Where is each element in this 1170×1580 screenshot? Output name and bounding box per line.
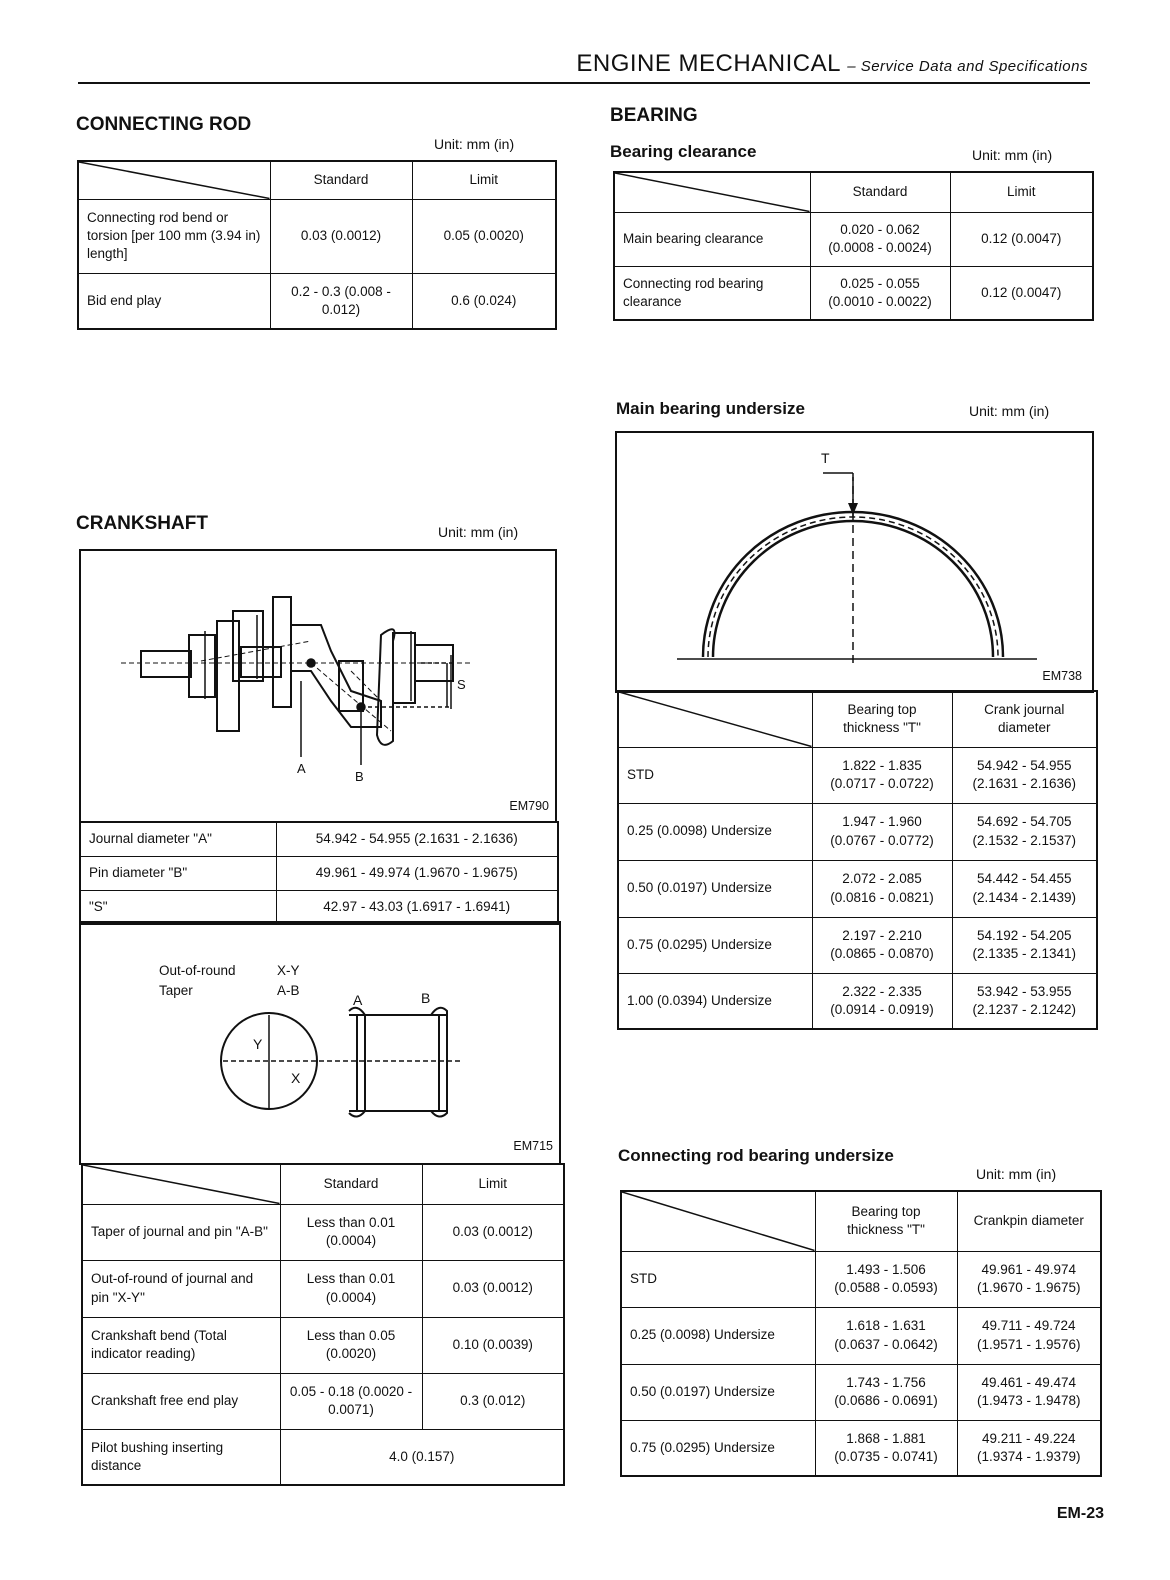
main-undersize-table (617, 690, 1098, 1030)
dim-value: 54.942 - 54.955 (2.1631 - 2.1636) (276, 822, 558, 856)
row-standard: Less than 0.05 (0.0020) (280, 1317, 422, 1373)
row-diameter: 54.942 - 54.955 (2.1631 - 2.1636) (952, 747, 1097, 803)
dim-value: 42.97 - 43.03 (1.6917 - 1.6941) (276, 890, 558, 924)
table-row (618, 973, 1097, 1029)
table-row (621, 1251, 1101, 1307)
fig3-label-t: T (821, 450, 830, 466)
table-row (618, 747, 1097, 803)
col-diameter: Crankpin diameter (957, 1191, 1101, 1251)
table-row (82, 1429, 564, 1485)
pilot-item: Pilot bushing inserting distance (82, 1429, 280, 1485)
row-standard: 0.025 - 0.055 (0.0010 - 0.0022) (810, 266, 950, 320)
row-standard: Less than 0.01 (0.0004) (280, 1260, 422, 1317)
table-row (621, 1307, 1101, 1364)
table-row (78, 199, 556, 273)
col-standard: Standard (810, 172, 950, 212)
crankshaft-dims-table (79, 821, 559, 925)
row-limit: 0.03 (0.0012) (422, 1260, 564, 1317)
col-standard: Standard (270, 161, 412, 199)
row-limit: 0.05 (0.0020) (412, 199, 556, 273)
row-limit: 0.3 (0.012) (422, 1373, 564, 1429)
row-item: STD (618, 747, 812, 803)
row-limit: 0.12 (0.0047) (950, 266, 1093, 320)
table-corner (621, 1191, 815, 1251)
page-header (576, 50, 1088, 78)
row-thickness: 1.493 - 1.506 (0.0588 - 0.0593) (815, 1251, 957, 1307)
table-corner (78, 161, 270, 199)
col-standard: Standard (280, 1164, 422, 1204)
row-limit: 0.10 (0.0039) (422, 1317, 564, 1373)
fig2-label-y: Y (253, 1036, 263, 1052)
fig2-code: EM715 (513, 1139, 553, 1153)
main-bearing-drawing (617, 433, 1092, 691)
table-row (621, 1364, 1101, 1420)
crankshaft-unit: Unit: mm (in) (438, 524, 519, 540)
row-thickness: 1.618 - 1.631 (0.0637 - 0.0642) (815, 1307, 957, 1364)
row-item: 0.75 (0.0295) Undersize (618, 917, 812, 973)
row-diameter: 54.192 - 54.205 (2.1335 - 2.1341) (952, 917, 1097, 973)
col-thickness: Bearing top thickness "T" (812, 691, 952, 747)
connecting-rod-title: CONNECTING ROD (76, 114, 252, 135)
row-item: 0.25 (0.0098) Undersize (618, 803, 812, 860)
row-limit: 0.6 (0.024) (412, 273, 556, 329)
fig2-out-of-round: Out-of-round (159, 963, 236, 978)
fig2-label-b: B (421, 990, 431, 1006)
table-row (621, 1420, 1101, 1476)
table-row (614, 212, 1093, 266)
row-item: Bid end play (78, 273, 270, 329)
row-limit: 0.12 (0.0047) (950, 212, 1093, 266)
main-undersize-title: Main bearing undersize (616, 399, 805, 418)
fig2-label-a: A (353, 992, 363, 1008)
main-bearing-figure (615, 431, 1094, 693)
table-row (80, 890, 558, 924)
fig1-label-b: B (355, 769, 364, 784)
main-undersize-unit: Unit: mm (in) (969, 403, 1050, 419)
row-item: 1.00 (0.0394) Undersize (618, 973, 812, 1029)
table-corner (614, 172, 810, 212)
connecting-rod-table (77, 160, 557, 330)
row-item: Crankshaft free end play (82, 1373, 280, 1429)
row-item: Crankshaft bend (Total indicator reading) (82, 1317, 280, 1373)
row-thickness: 1.822 - 1.835 (0.0717 - 0.0722) (812, 747, 952, 803)
row-diameter: 49.461 - 49.474 (1.9473 - 1.9478) (957, 1364, 1101, 1420)
row-standard: 0.05 - 0.18 (0.0020 - 0.0071) (280, 1373, 422, 1429)
fig3-code: EM738 (1042, 669, 1082, 683)
row-item: Connecting rod bend or torsion [per 100 mm (3.94 in) length] (78, 199, 270, 273)
row-item: 0.50 (0.0197) Undersize (621, 1364, 815, 1420)
table-row (82, 1373, 564, 1429)
crankshaft-spec-table (81, 1163, 565, 1486)
fig1-label-a: A (297, 761, 306, 776)
row-diameter: 54.442 - 54.455 (2.1434 - 2.1439) (952, 860, 1097, 917)
row-thickness: 2.197 - 2.210 (0.0865 - 0.0870) (812, 917, 952, 973)
pilot-value: 4.0 (0.157) (280, 1429, 564, 1485)
rod-undersize-table (620, 1190, 1102, 1477)
fig1-code: EM790 (509, 799, 549, 813)
table-corner (82, 1164, 280, 1204)
row-diameter: 53.942 - 53.955 (2.1237 - 2.1242) (952, 973, 1097, 1029)
fig1-label-s: S (457, 677, 466, 692)
dim-item: Pin diameter "B" (80, 856, 276, 890)
bearing-clearance-unit: Unit: mm (in) (972, 147, 1053, 163)
crankshaft-figure (79, 549, 557, 823)
rod-undersize-title: Connecting rod bearing undersize (618, 1146, 894, 1165)
rod-undersize-unit: Unit: mm (in) (976, 1166, 1057, 1182)
row-thickness: 1.743 - 1.756 (0.0686 - 0.0691) (815, 1364, 957, 1420)
row-thickness: 2.322 - 2.335 (0.0914 - 0.0919) (812, 973, 952, 1029)
crankshaft-title: CRANKSHAFT (76, 513, 208, 534)
row-standard: Less than 0.01 (0.0004) (280, 1204, 422, 1260)
row-item: 0.50 (0.0197) Undersize (618, 860, 812, 917)
col-thickness: Bearing top thickness "T" (815, 1191, 957, 1251)
table-row (82, 1260, 564, 1317)
page-number: EM-23 (1056, 1505, 1104, 1522)
table-row (82, 1317, 564, 1373)
crankshaft-drawing (81, 551, 555, 821)
fig2-out-of-round-val: X-Y (277, 963, 300, 978)
table-row (614, 266, 1093, 320)
row-thickness: 1.868 - 1.881 (0.0735 - 0.0741) (815, 1420, 957, 1476)
bearing-title: BEARING (610, 105, 698, 126)
dim-value: 49.961 - 49.974 (1.9670 - 1.9675) (276, 856, 558, 890)
bearing-clearance-title: Bearing clearance (610, 142, 757, 161)
row-thickness: 1.947 - 1.960 (0.0767 - 0.0772) (812, 803, 952, 860)
row-standard: 0.2 - 0.3 (0.008 - 0.012) (270, 273, 412, 329)
row-item: Taper of journal and pin "A-B" (82, 1204, 280, 1260)
row-item: 0.75 (0.0295) Undersize (621, 1420, 815, 1476)
journal-measure-drawing (81, 923, 559, 1163)
table-row (618, 860, 1097, 917)
row-thickness: 2.072 - 2.085 (0.0816 - 0.0821) (812, 860, 952, 917)
journal-measure-figure (79, 921, 561, 1165)
row-item: 0.25 (0.0098) Undersize (621, 1307, 815, 1364)
header-rule (78, 82, 1090, 84)
row-item: Out-of-round of journal and pin "X-Y" (82, 1260, 280, 1317)
table-row (78, 273, 556, 329)
col-limit: Limit (950, 172, 1093, 212)
dim-item: "S" (80, 890, 276, 924)
table-row (618, 803, 1097, 860)
table-corner (618, 691, 812, 747)
row-standard: 0.03 (0.0012) (270, 199, 412, 273)
col-limit: Limit (422, 1164, 564, 1204)
table-row (82, 1204, 564, 1260)
table-row (80, 856, 558, 890)
bearing-clearance-table (613, 171, 1094, 321)
row-diameter: 49.711 - 49.724 (1.9571 - 1.9576) (957, 1307, 1101, 1364)
fig2-label-x: X (291, 1070, 301, 1086)
header-subtitle: – Service Data and Specifications (847, 58, 1088, 75)
row-item: Main bearing clearance (614, 212, 810, 266)
row-diameter: 54.692 - 54.705 (2.1532 - 2.1537) (952, 803, 1097, 860)
row-diameter: 49.211 - 49.224 (1.9374 - 1.9379) (957, 1420, 1101, 1476)
table-row (80, 822, 558, 856)
dim-item: Journal diameter "A" (80, 822, 276, 856)
col-diameter: Crank journal diameter (952, 691, 1097, 747)
table-row (618, 917, 1097, 973)
row-item: Connecting rod bearing clearance (614, 266, 810, 320)
row-standard: 0.020 - 0.062 (0.0008 - 0.0024) (810, 212, 950, 266)
col-limit: Limit (412, 161, 556, 199)
header-title: ENGINE MECHANICAL (576, 50, 841, 77)
fig2-taper-val: A-B (277, 983, 300, 998)
row-diameter: 49.961 - 49.974 (1.9670 - 1.9675) (957, 1251, 1101, 1307)
fig2-taper: Taper (159, 983, 193, 998)
row-limit: 0.03 (0.0012) (422, 1204, 564, 1260)
row-item: STD (621, 1251, 815, 1307)
connecting-rod-unit: Unit: mm (in) (434, 136, 515, 152)
